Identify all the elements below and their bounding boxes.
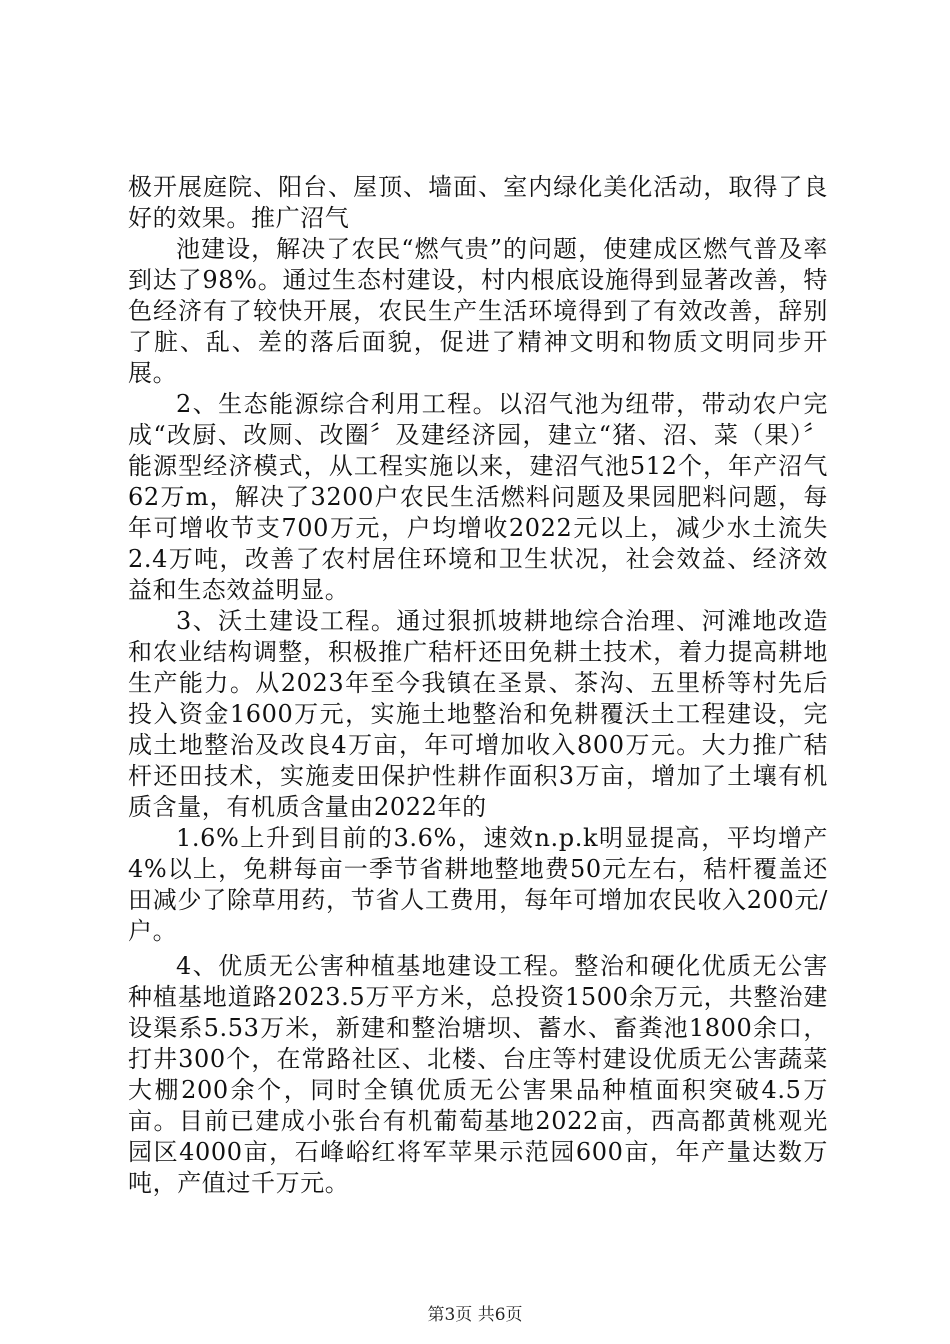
paragraph: 3、沃土建设工程。通过狠抓坡耕地综合治理、河滩地改造和农业结构调整，积极推广秸杆还田免耕土技术，着力提高耕地生产能力。从2023年至今我镇在圣景、茶沟、五里桥等村先后投入资金1600万元，实施土地整治和免耕覆沃土工程建设，完成土地整治及改良4万亩，年可增加收入800万元。大力推广秸杆还田技术，实施麦田保护性耕作面积3万亩，增加了土壤有机质含量，有机质含量由2022年的 <box>128 607 828 821</box>
paragraph: 1.6%上升到目前的3.6%，速效n.p.k明显提高，平均增产4%以上，免耕每亩一季节省耕地整地费50元左右，秸杆覆盖还田减少了除草用药，节省人工费用，每年可增加农民收入200元/户。 <box>128 824 828 945</box>
paragraph: 池建设，解决了农民“燃气贵”的问题，使建成区燃气普及率到达了98%。通过生态村建设，村内根底设施得到显著改善，特色经济有了较快开展，农民生产生活环境得到了有效改善，辞别了脏、乱、差的落后面貌，促进了精神文明和物质文明同步开展。 <box>128 235 828 387</box>
paragraph: 2、生态能源综合利用工程。以沼气池为纽带，带动农户完成“改厨、改厕、改圈〞及建经济园，建立“猪、沼、菜（果）〞能源型经济模式，从工程实施以来，建沼气池512个，年产沼气62万m，解决了3200户农民生活燃料问题及果园肥料问题，每年可增收节支700万元，户均增收2022元以上，减少水土流失2.4万吨，改善了农村居住环境和卫生状况，社会效益、经济效益和生态效益明显。 <box>128 390 828 604</box>
paragraph: 4、优质无公害种植基地建设工程。整治和硬化优质无公害种植基地道路2023.5万平方米，总投资1500余万元，共整治建设渠系5.53万米，新建和整治塘坝、蓄水、畜粪池1800余口，打井300个，在常路社区、北楼、台庄等村建设优质无公害蔬菜大棚200余个，同时全镇优质无公害果品种植面积突破4.5万亩。目前已建成小张台有机葡萄基地2022亩，西高都黄桃观光园区4000亩，石峰峪红将军苹果示范园600亩，年产量达数万吨，产值过千万元。 <box>128 952 828 1197</box>
page-number: 第3页 共6页 <box>427 1305 523 1325</box>
paragraph: 极开展庭院、阳台、屋顶、墙面、室内绿化美化活动，取得了良好的效果。推广沼气 <box>128 173 828 232</box>
document-body <box>128 172 828 1199</box>
